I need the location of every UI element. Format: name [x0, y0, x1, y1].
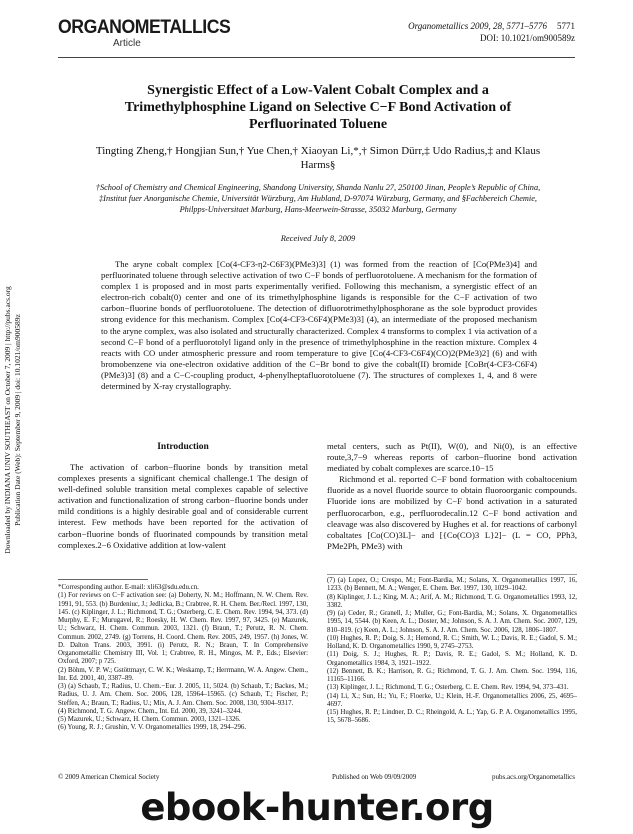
journal-logo-text: ORGANOMETALLICS [58, 17, 231, 38]
header-divider [58, 57, 575, 58]
side-note-line: Publication Date (Web): September 9, 2009 | doi: 10.1021/om900589z [13, 314, 22, 526]
footnote: (9) (a) Ceder, R.; Granell, J.; Muller, G.; Font-Bardia, M.; Solans, X. Organometallics 1995, 14, 5544. (b) Keen, A. L.; Doster, M.; Johnson, S. A. J. Am. Chem. Soc. 2007, 129, 810–819. (c) Keen, A. L.; Johnson, S. A. J. Am. Chem. Soc. 2006, 128, 1806–1807. [327, 610, 577, 634]
footnote: (4) Richmond, T. G. Angew. Chem., Int. Ed. 2000, 39, 3241–3244. [58, 707, 242, 715]
footnote: (1) For reviews on C−F activation see: (a) Doherty, N. M.; Hoffmann, N. W. Chem. Rev. 1991, 91, 553. (b) Burdeniuc, J.; Jedlicka, B.; Crabtree, R. H. Chem. Ber./Recl. 1997, 130, 145. (c) Kiplinger, J. L.; Richmond, T. G.; Osterberg, C. E. Chem. Rev. 1994, 94, 373. (d) Murphy, E. F.; Murugavel, R.; Roesky, H. W. Chem. Rev. 1997, 97, 3425. (e) Mazurek, U.; Schwarz, H. Chem. Commun. 2003, 1321. (f) Braun, T.; Perutz, R. N. Chem. Commun. 2002, 2749. (g) Torrens, H. Coord. Chem. Rev. 2005, 249, 1957. (h) Jones, W. D. Dalton Trans. 2003, 3991. (i) Perutz, R. N.; Braun, T. In Comprehensive Organometallic Chemistry III, Vol. 1; Crabtree, R. H., Mingos, M. P., Eds.; Elsevier: Oxford, 2007; p 725. [58, 592, 308, 666]
footnote: (7) (a) Lopez, O.; Crespo, M.; Font-Bardia, M.; Solans, X. Organometallics 1997, 16, 1233. (b) Bennett, M. A.; Wenger, E. Chem. Ber. 1997, 130, 1029–1042. [327, 577, 577, 593]
left-column-body [58, 462, 308, 551]
published-date: Published on Web 09/09/2009 [332, 773, 417, 781]
footnote: (12) Bennett, B. K.; Harrison, R. G.; Richmond, T. G. J. Am. Chem. Soc. 1994, 116, 11165–11166. [327, 667, 577, 683]
footnote: (5) Mazurek, U.; Schwarz, H. Chem. Commun. 2003, 1321–1326. [58, 716, 241, 723]
section-heading-introduction: Introduction [157, 442, 209, 452]
footnotes-left [58, 584, 308, 733]
article-title: Synergistic Effect of a Low-Valent Cobalt Complex and a Trimethylphosphine Ligand on Selective C−F Bond Activation of Perfluorinated Toluene [124, 83, 512, 132]
footnote: (14) Li, X.; Sun, H.; Yu, F.; Floerke, U.; Klein, H.-F. Organometallics 2006, 25, 4695–4697. [327, 692, 577, 708]
footnote: (15) Hughes, R. P.; Lindner, D. C.; Rheingold, A. L.; Yap, G. P. A. Organometallics 1995, 15, 5678–5686. [327, 709, 577, 725]
footnote-divider [327, 574, 577, 575]
received-date: Received July 8, 2009 [280, 233, 356, 243]
author-list: Tingting Zheng,† Hongjian Sun,† Yue Chen,† Xiaoyan Li,*,† Simon Dürr,‡ Udo Radius,‡ and Klaus Harms§ [95, 145, 541, 171]
abstract: The aryne cobalt complex [Co(4-CF3-η2-C6F3)(PMe3)3] (1) was formed from the reaction of [Co(PMe3)4] and perfluorinated toluene through selective activation of two C−F bonds of perfluorotoluene. A mechanism for the formation of complex 1 is proposed and in most parts experimentally verified. Following this mechanism, a synergistic effect of an electron-rich cobalt(0) center and one of its trimethylphosphine ligands is responsible for the C−F activation of two carbon−fluorine bonds of perfluorotoluene. The detection of difluorotrimethylphosphorane as the sole byproduct provides strong evidence for this mechanism. Complex [Co(4-CF3-C6F4)(PMe3)3] (4), an intermediate of the proposed mechanism to the aryne complex, was also isolated and structurally characterized. Complex 4 transforms to complex 1 via activation of a second C−F bond of a perfluorotolyl ligand only in the presence of trimethylphosphine in the reaction mixture. Complex 4 reacts with CO under atmospheric pressure and room temperature to give [Co(4-CF3-C6F4)(CO)2(PMe3)2] (6) and with bromobenzene via one-electron oxidative addition of the C−Br bond to give the cobalt(II) bromide [CoBr(4-CF3-C6F4)(PMe3)3] (8) and a C−C-coupling product, 4-phenylheptafluorotoluene (7). The structures of complexes 1, 4, and 8 were determined by X-ray crystallography. [101, 259, 537, 392]
paragraph: The activation of carbon−fluorine bonds by transition metal complexes presents a significant chemical challenge.1 The design of well-defined soluble transition metal complexes capable of selective activation and functionalization of strong carbon−fluorine bonds under mild conditions is a highly desirable goal and of considerable current interest. Few methods have been reported for the activation of carbon−fluorine bonds of fluorinated compounds by transition metal complexes.2−6 Oxidative addition at low-valent [58, 462, 308, 550]
footnotes-right [327, 577, 577, 726]
paragraph: Richmond et al. reported C−F bond formation with cobaltocenium fluoride as a novel fluoride source to obtain fluoroorganic compounds. Fluoride ions are mobilized by C−F bond activation in a saturated perfluorocarbon, e.g., perfluorodecalin.12 C−F bond activation and cleavage was also discovered by Hughes et al. for reactions of carbonyl cobaltates [Co(CO)3L]− and [{Co(CO)3 L}2]− (L = CO, PPh3, PMe2Ph, PMe3) with [327, 474, 577, 551]
page-number: 5771 [557, 21, 575, 31]
footnote: (6) Young, R. J.; Grushin, V. V. Organometallics 1999, 18, 294–296. [58, 724, 247, 732]
watermark: ebook-hunter.org [140, 786, 494, 829]
journal-citation: Organometallics 2009, 28, 5771–5776 [408, 21, 547, 31]
affiliations: †School of Chemistry and Chemical Engineering, Shandong University, Shanda Nanlu 27, 250100 Jinan, People’s Republic of China, ‡Institut fuer Anorganische Chemie, Universität Würzburg, Am Hubland, D-97074 Würzburg, Germany, and §Fachbereich Chemie, Philpps-Universitaet Marburg, Hans-Meerwein-Strasse, 35032 Marburg, Germany [95, 183, 541, 214]
page-footer [58, 773, 575, 783]
footnote: (3) (a) Schaub, T.; Radius, U. Chem.−Eur. J. 2005, 11, 5024. (b) Schaub, T.; Backes, M.; Radius, U. J. Am. Chem. Soc. 2006, 128, 15964–15965. (c) Schaub, T.; Fischer, P.; Steffen, A.; Braun, T.; Radius, U.; Mix, A. J. Am. Chem. Soc. 2008, 130, 9304–9317. [58, 683, 308, 707]
side-note-line: Downloaded by INDIANA UNIV SOUTHEAST on October 7, 2009 | http://pubs.acs.org [3, 286, 12, 554]
doi[interactable]: DOI: 10.1021/om900589z [480, 33, 575, 43]
footnote: (2) Böhm, V. P. W.; Gstöttmayr, C. W. K.; Weskamp, T.; Herrmann, W. A. Angew. Chem., Int. Ed. 2001, 40, 3387–89. [58, 666, 308, 682]
footnote: *Corresponding author. E-mail: xli63@sdu.edu.cn. [58, 584, 199, 591]
journal-reference [408, 20, 575, 44]
footnote: (8) Kiplinger, J. L.; King, M. A.; Arif, A. M.; Richmond, T. G. Organometallics 1993, 12, 3382. [327, 593, 577, 609]
right-column-body [327, 441, 577, 552]
article-type-label: Article [113, 38, 141, 49]
journal-url[interactable]: pubs.acs.org/Organometallics [492, 773, 575, 781]
footnote: (11) Doig, S. J.; Hughes, R. P.; Davis, R. E.; Gadol, S. M.; Holland, K. D. Organometallics 1984, 3, 1921–1922. [327, 651, 577, 667]
side-note-text [3, 270, 23, 570]
journal-logo [58, 17, 231, 52]
footnote: (10) Hughes, R. P.; Doig, S. J.; Hemond, R. C.; Smith, W. L.; Davis, R. E.; Gadol, S. M.; Holland, K. D. Organometallics 1990, 9, 2745–2753. [327, 634, 577, 650]
footnote-divider [58, 579, 148, 580]
copyright: © 2009 American Chemical Society [58, 773, 160, 781]
footnote: (13) Kiplinger, J. L.; Richmond, T. G.; Osterberg, C. E. Chem. Rev. 1994, 94, 373–431. [327, 684, 569, 692]
paragraph: metal centers, such as Pt(II), W(0), and Ni(0), is an effective route,3,7−9 whereas reports of carbon−fluorine bond activation mediated by cobalt complexes are scarce.10−15 [327, 441, 577, 474]
